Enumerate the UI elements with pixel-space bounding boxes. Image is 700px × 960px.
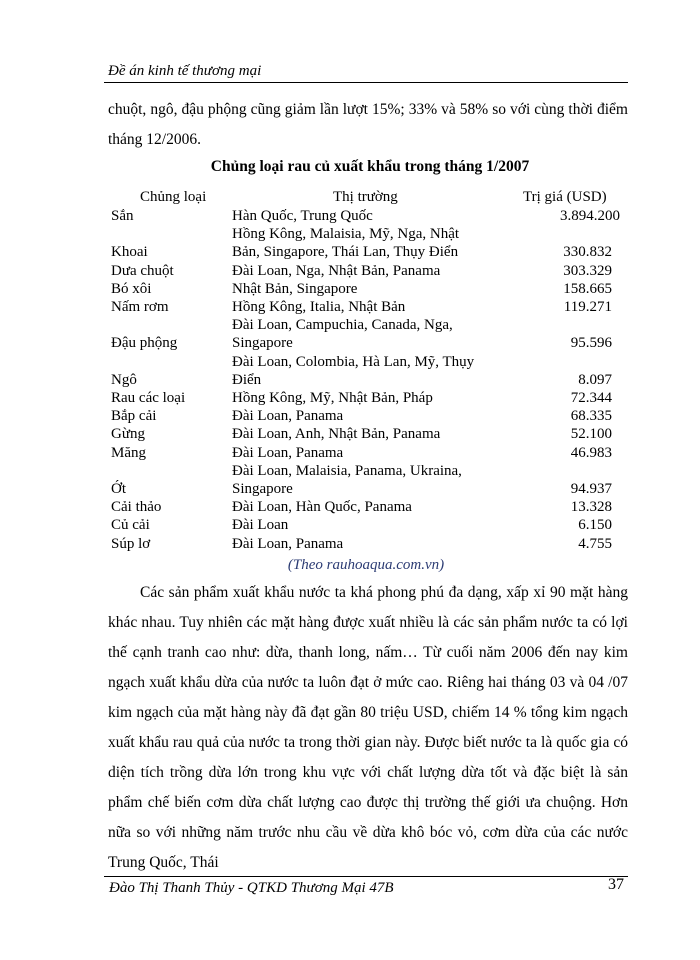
document-header-title: Đề án kinh tế thương mại [108,63,262,79]
table-cell-value: 303.329 [563,262,612,279]
table-cell-type: Củ cải [111,517,150,534]
table-cell-value: 46.983 [570,444,612,461]
table-cell-value: 6.150 [578,517,612,534]
table-cell-value: 8.097 [578,371,612,388]
table-cell-market: Bản, Singapore, Thái Lan, Thụy Điển [232,244,459,261]
table-cell-value: 119.271 [563,299,612,315]
table-cell-type: Ớt [111,481,126,497]
intro-paragraph: chuột, ngô, đậu phộng cũng giảm lần lượt 15%; 33% và 58% so với cùng thời điểm tháng 12/2006. [108,101,628,148]
table-cell-market: Đài Loan, Nga, Nhật Bản, Panama [232,262,441,279]
table-cell-type: Khoai [111,244,148,261]
body-paragraph: Các sản phẩm xuất khẩu nước ta khá phong phú đa dạng, xấp xỉ 90 mặt hàng khác nhau. Tuy nhiên các mặt hàng được xuất nhiều là các sản phẩm nước ta có lợi thế cạnh tranh cao như: dừa, thanh long, nấm… Từ cuối năm 2006 đến nay kim ngạch xuất khẩu dừa của nước ta luôn đạt ở mức cao. Riêng hai tháng 03 và 04 /07 kim ngạch của mặt hàng này đã đạt gần 80 triệu USD, chiếm 14 % tổng kim ngạch xuất khẩu rau quả của nước ta trong thời gian này. Được biết nước ta là quốc gia có diện tích trồng dừa lớn trong khu vực với chất lượng dừa tốt và đặc biệt là sản phẩm chế biến cơm dừa chất lượng cao được thị trường thế giới ưa chuộng. Hơn nữa so với những năm trước nhu cầu về dừa khô bóc vỏ, cơm dừa của các nước Trung Quốc, Thái [108,584,628,871]
table-cell-type: Súp lơ [111,535,151,552]
table-cell-value: 13.328 [570,499,612,516]
table-cell-value: 94.937 [570,481,612,497]
table-cell-market: Đài Loan, Panama [232,408,344,425]
table-cell-value: 95.596 [570,335,612,352]
header-divider [104,82,628,83]
table-cell-type: Nấm rơm [111,299,169,315]
table-cell-type: Sắn [111,208,134,224]
table-cell-market: Đài Loan, Panama [232,444,344,461]
table-cell-market: Đài Loan, Campuchia, Canada, Nga, [232,317,453,334]
table-cell-market: Đài Loan, Hàn Quốc, Panama [232,499,412,516]
table-cell-type: Bắp cải [111,408,157,425]
page-number: 37 [608,876,624,893]
table-cell-type: Gừng [111,426,145,443]
table-cell-market: Hồng Kông, Malaisia, Mỹ, Nga, Nhật [232,226,460,243]
table-source: (Theo rauhoaqua.com.vn) [287,557,445,573]
table-cell-market: Đài Loan [232,517,289,534]
table-cell-market: Singapore [232,481,293,497]
table-cell-value: 52.100 [570,426,612,443]
table-cell-market: Điển [232,371,262,388]
table-cell-market: Hồng Kông, Mỹ, Nhật Bản, Pháp [232,390,433,406]
table-title: Chủng loại rau củ xuất khẩu trong tháng 1/2007 [210,158,530,175]
table-cell-value: 72.344 [570,390,612,406]
table-cell-market: Hàn Quốc, Trung Quốc [232,208,373,224]
table-cell-market: Đài Loan, Anh, Nhật Bản, Panama [232,426,441,443]
column-header-value: Trị giá (USD) [523,189,607,205]
table-cell-type: Măng [111,444,146,461]
table-cell-market: Đài Loan, Panama [232,535,344,552]
table-cell-type: Dưa chuột [111,262,174,279]
table-cell-market: Nhật Bản, Singapore [232,280,358,297]
table-cell-market: Singapore [232,335,293,352]
table-cell-type: Cải thảo [111,499,162,516]
table-cell-market: Hồng Kông, Italia, Nhật Bản [232,299,406,315]
table-cell-value: 3.894.200 [560,208,620,224]
table-cell-type: Bó xôi [111,280,152,297]
table-cell-value: 68.335 [570,408,612,425]
table-cell-type: Đậu phộng [111,335,178,352]
table-cell-value: 158.665 [563,280,612,297]
table-cell-type: Ngô [111,371,137,388]
table-cell-market: Đài Loan, Colombia, Hà Lan, Mỹ, Thụy [232,353,475,370]
column-header-type: Chủng loại [140,189,207,205]
footer-divider [104,876,628,877]
table-cell-market: Đài Loan, Malaisia, Panama, Ukraina, [232,462,462,479]
table-cell-value: 4.755 [578,535,612,552]
footer-author: Đào Thị Thanh Thủy - QTKD Thương Mại 47B [109,880,394,896]
column-header-market: Thị trường [333,189,398,205]
table-cell-type: Rau các loại [111,390,186,406]
table-cell-value: 330.832 [563,244,612,261]
